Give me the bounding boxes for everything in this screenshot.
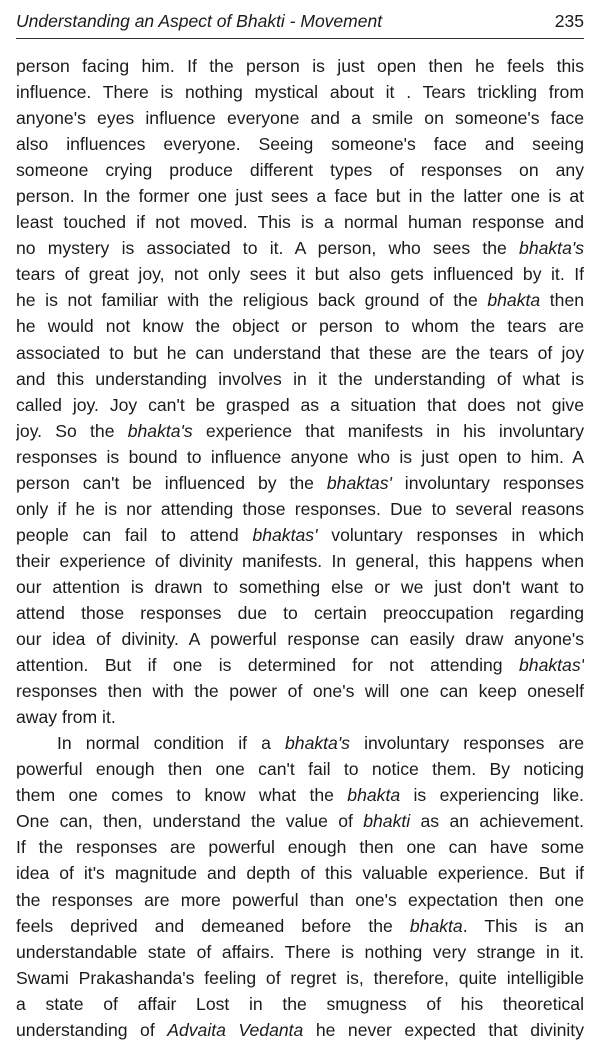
text-line: their experience of divinity manifests. In general, this happens when xyxy=(16,550,584,571)
text-line: called joy. Joy can't be grasped as a situation that does not give xyxy=(16,394,584,415)
book-page xyxy=(16,8,584,1043)
text-line: One can, then, understand the value of bhakti as an achievement. xyxy=(16,811,584,832)
text-line: our attention is drawn to something else or we just don't want to xyxy=(16,576,584,597)
text-line: the responses are more powerful than one's expectation then one xyxy=(16,889,584,910)
text-line: a state of affair Lost in the smugness of his theoretical xyxy=(16,993,584,1014)
text-line: only if he is nor attending those responses. Due to several reasons xyxy=(16,498,584,519)
text-line: person facing him. If the person is just open then he feels this xyxy=(16,56,584,76)
text-line: them one comes to know what the bhakta is experiencing like. xyxy=(16,785,584,806)
text-line: tears of great joy, not only sees it but also gets influenced by it. If xyxy=(16,264,584,285)
text-line: In normal condition if a bhakta's involuntary responses are xyxy=(57,733,584,754)
text-line: understanding of Advaita Vedanta he never expected that divinity xyxy=(16,1019,584,1040)
text-line: anyone's eyes influence everyone and a smile on someone's face xyxy=(16,108,584,129)
body-text xyxy=(16,53,584,1043)
text-line: joy. So the bhakta's experience that manifests in his involuntary xyxy=(16,420,584,441)
text-line: no mystery is associated to it. A person, who sees the bhakta's xyxy=(16,238,584,259)
text-line: our idea of divinity. A powerful response can easily draw anyone's xyxy=(16,629,584,650)
text-line: person can't be influenced by the bhaktas' involuntary responses xyxy=(16,472,584,493)
text-line: away from it. xyxy=(16,707,116,728)
text-line: idea of it's magnitude and depth of this valuable experience. But if xyxy=(16,863,584,884)
text-line: attend those responses due to certain preoccupation regarding xyxy=(16,602,584,623)
text-line: person. In the former one just sees a face but in the latter one is at xyxy=(16,186,584,207)
text-line: responses then with the power of one's will one can keep oneself xyxy=(16,681,584,702)
text-line: associated to but he can understand that these are the tears of joy xyxy=(16,342,584,363)
text-line: powerful enough then one can't fail to notice them. By noticing xyxy=(16,759,584,780)
text-line: he is not familiar with the religious back ground of the bhakta then xyxy=(16,290,584,311)
text-line: also influences everyone. Seeing someone's face and seeing xyxy=(16,134,584,155)
text-line: responses is bound to influence anyone who is just open to him. A xyxy=(16,446,584,467)
text-line: least touched if not moved. This is a normal human response and xyxy=(16,212,584,233)
header-rule xyxy=(16,38,584,39)
text-line: feels deprived and demeaned before the bhakta. This is an xyxy=(16,915,584,936)
text-line: and this understanding involves in it the understanding of what is xyxy=(16,368,584,389)
text-line: Swami Prakashanda's feeling of regret is, therefore, quite intelligible xyxy=(16,967,584,988)
text-line: attention. But if one is determined for not attending bhaktas' xyxy=(16,655,584,676)
text-line: someone crying produce different types of responses on any xyxy=(16,160,584,181)
text-line: people can fail to attend bhaktas' voluntary responses in which xyxy=(16,524,584,545)
running-title: Understanding an Aspect of Bhakti - Movement xyxy=(16,11,383,31)
text-line: influence. There is nothing mystical about it . Tears trickling from xyxy=(16,82,584,103)
page-number: 235 xyxy=(554,11,584,31)
text-line: he would not know the object or person to whom the tears are xyxy=(16,316,584,337)
running-head xyxy=(16,8,584,34)
text-line: understandable state of affairs. There is nothing very strange in it. xyxy=(16,941,584,962)
text-line: If the responses are powerful enough then one can have some xyxy=(16,837,584,858)
